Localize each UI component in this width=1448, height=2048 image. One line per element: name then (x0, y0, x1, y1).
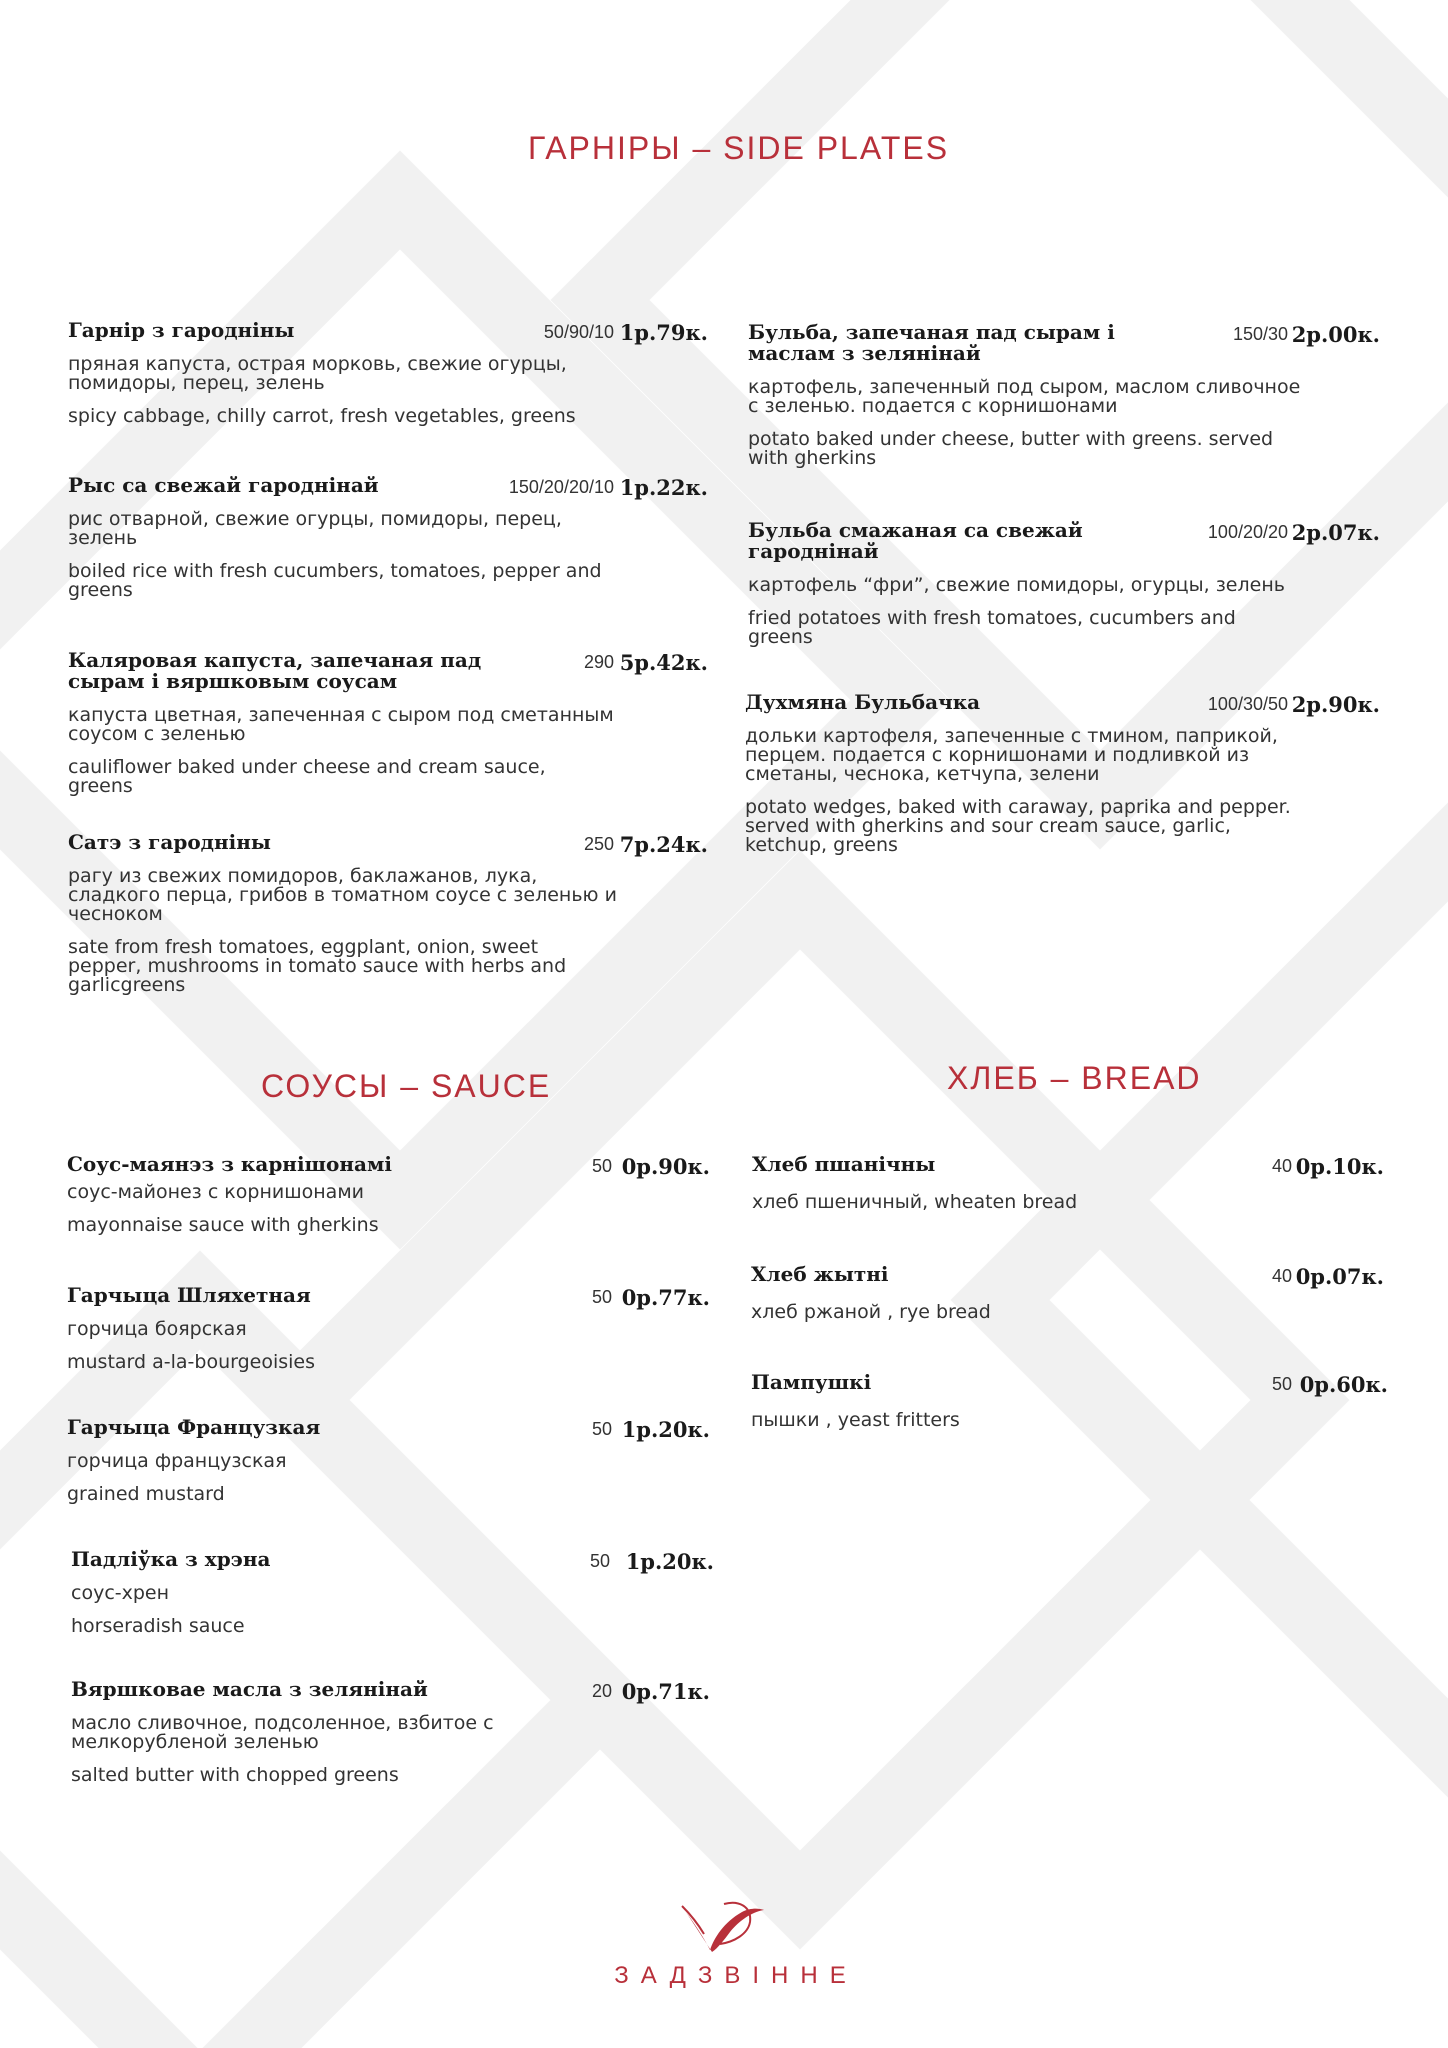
item-name: Хлеб пшанічны (752, 1152, 936, 1176)
item-price: 0р.10к. (1295, 1154, 1384, 1179)
item-price: 1р.22к. (619, 475, 708, 500)
item-name: Духмяна Бульбачка (745, 690, 981, 714)
item-portion: 50/90/10 (543, 322, 614, 342)
item-portion: 100/30/50 (1207, 694, 1288, 714)
menu-item (68, 475, 708, 600)
item-name: Бульба, запечаная пад сырам і маслам з зелянінай (748, 320, 1115, 365)
item-price: 0р.60к. (1299, 1372, 1388, 1397)
menu-item (751, 1372, 1388, 1430)
item-desc-ru: горчица французская (67, 1450, 287, 1472)
bird-logo-icon (680, 1898, 768, 1954)
item-desc: хлеб пшеничный, wheaten bread (752, 1191, 1078, 1213)
item-desc-en: sate from fresh tomatoes, eggplant, onion, sweet pepper, mushrooms in tomato sauce with herbs and garlicgreens (68, 936, 567, 996)
item-desc-ru: картофель, запеченный под сыром, маслом сливочное с зеленью. подается с корнишонами (748, 376, 1301, 417)
item-desc-en: fried potatoes with fresh tomatoes, cucumbers and greens (748, 607, 1236, 648)
item-portion: 50 (591, 1156, 612, 1176)
item-price: 1р.20к. (621, 1417, 710, 1442)
item-portion: 50 (589, 1551, 610, 1571)
sauce-title: СОУСЫ – SAUCE (261, 1068, 552, 1104)
item-price: 0р.07к. (1295, 1264, 1384, 1289)
item-price: 7р.24к. (619, 832, 708, 857)
item-desc-en: potato baked under cheese, butter with greens. served with gherkins (748, 428, 1274, 469)
item-name: Гарнір з гародніны (68, 318, 295, 342)
item-name: Падліўка з хрэна (71, 1547, 271, 1571)
item-price: 2р.07к. (1291, 520, 1380, 545)
item-name: Бульба смажаная са свежай гароднінай (748, 518, 1083, 563)
item-portion: 150/20/20/10 (508, 477, 614, 497)
item-portion: 50 (591, 1287, 612, 1307)
item-price: 2р.00к. (1291, 322, 1380, 347)
item-desc: пышки , yeast fritters (751, 1409, 960, 1431)
menu-item (748, 520, 1380, 647)
item-name: Соус-маянэз з карнішонамі (67, 1152, 392, 1176)
item-desc-ru: горчица боярская (67, 1318, 247, 1340)
item-desc-en: mustard a-la-bourgeoisies (67, 1351, 316, 1373)
menu-item (68, 832, 708, 995)
menu-item (67, 1417, 710, 1504)
item-desc-en: mayonnaise sauce with gherkins (67, 1214, 379, 1236)
item-portion: 20 (591, 1681, 612, 1701)
item-price: 0р.71к. (621, 1679, 710, 1704)
item-portion: 40 (1271, 1156, 1292, 1176)
item-portion: 100/20/20 (1207, 522, 1288, 542)
item-name: Пампушкі (751, 1370, 872, 1394)
menu-item (752, 1154, 1384, 1212)
item-name: Гарчыца Шляхетная (67, 1283, 311, 1307)
item-desc-ru: капуста цветная, запеченная с сыром под сметанным соусом с зеленью (68, 704, 614, 745)
item-price: 1р.20к. (625, 1549, 714, 1574)
item-price: 5р.42к. (619, 650, 708, 675)
menu-item (68, 320, 708, 426)
menu-item (71, 1549, 714, 1636)
item-portion: 50 (591, 1419, 612, 1439)
item-desc-ru: пряная капуста, острая морковь, свежие огурцы, помидоры, перец, зелень (68, 353, 567, 394)
item-portion: 150/30 (1232, 324, 1288, 344)
item-desc-ru: картофель “фри”, свежие помидоры, огурцы, зелень (748, 574, 1285, 596)
item-desc-en: spicy cabbage, chilly carrot, fresh vegetables, greens (68, 405, 576, 427)
item-desc-ru: соус-хрен (71, 1582, 170, 1604)
item-desc-en: cauliflower baked under cheese and cream sauce, greens (68, 756, 546, 797)
menu-item (745, 692, 1380, 855)
item-portion: 290 (583, 652, 614, 672)
item-name: Гарчыца Французкая (67, 1415, 321, 1439)
item-desc-ru: дольки картофеля, запеченные с тмином, паприкой, перцем. подается с корнишонами и подливкой из сметаны, чеснока, кетчупа, зелени (745, 725, 1278, 785)
item-price: 2р.90к. (1291, 692, 1380, 717)
item-price: 0р.77к. (621, 1285, 710, 1310)
menu-item (67, 1285, 710, 1372)
side-plates-title: ГАРНІРЫ – SIDE PLATES (528, 130, 950, 166)
item-name: Каляровая капуста, запечаная пад сырам і вяршковым соусам (68, 648, 482, 693)
item-desc: хлеб ржаной , rye bread (751, 1301, 991, 1323)
item-desc-ru: соус-майонез с корнишонами (67, 1181, 364, 1203)
brand-name: ЗАДЗВІННЕ (614, 1962, 858, 1989)
item-price: 1р.79к. (619, 320, 708, 345)
menu-item (68, 650, 708, 796)
item-desc-en: salted butter with chopped greens (71, 1764, 399, 1786)
menu-item (748, 322, 1380, 468)
bread-title: ХЛЕБ – BREAD (947, 1060, 1202, 1096)
item-desc-en: horseradish sauce (71, 1615, 245, 1637)
item-portion: 50 (1271, 1374, 1292, 1394)
item-desc-en: grained mustard (67, 1483, 225, 1505)
item-portion: 40 (1271, 1266, 1292, 1286)
item-desc-en: potato wedges, baked with caraway, paprika and pepper. served with gherkins and sour cream sauce, garlic, ketchup, greens (745, 796, 1291, 856)
item-name: Рыс са свежай гароднінай (68, 473, 379, 497)
menu-item (71, 1679, 710, 1785)
item-desc-en: boiled rice with fresh cucumbers, tomatoes, pepper and greens (68, 560, 602, 601)
item-desc-ru: рис отварной, свежие огурцы, помидоры, перец, зелень (68, 508, 562, 549)
item-name: Сатэ з гародніны (68, 830, 271, 854)
item-portion: 250 (583, 834, 614, 854)
item-price: 0р.90к. (621, 1154, 710, 1179)
item-desc-ru: рагу из свежих помидоров, баклажанов, лука, сладкого перца, грибов в томатном соусе с зеленью и чесноком (68, 865, 617, 925)
menu-item (67, 1154, 710, 1235)
menu-item (751, 1264, 1384, 1322)
item-name: Хлеб жытні (751, 1262, 889, 1286)
item-name: Вяршковае масла з зелянінай (71, 1677, 428, 1701)
item-desc-ru: масло сливочное, подсоленное, взбитое с мелкорубленой зеленью (71, 1712, 494, 1753)
